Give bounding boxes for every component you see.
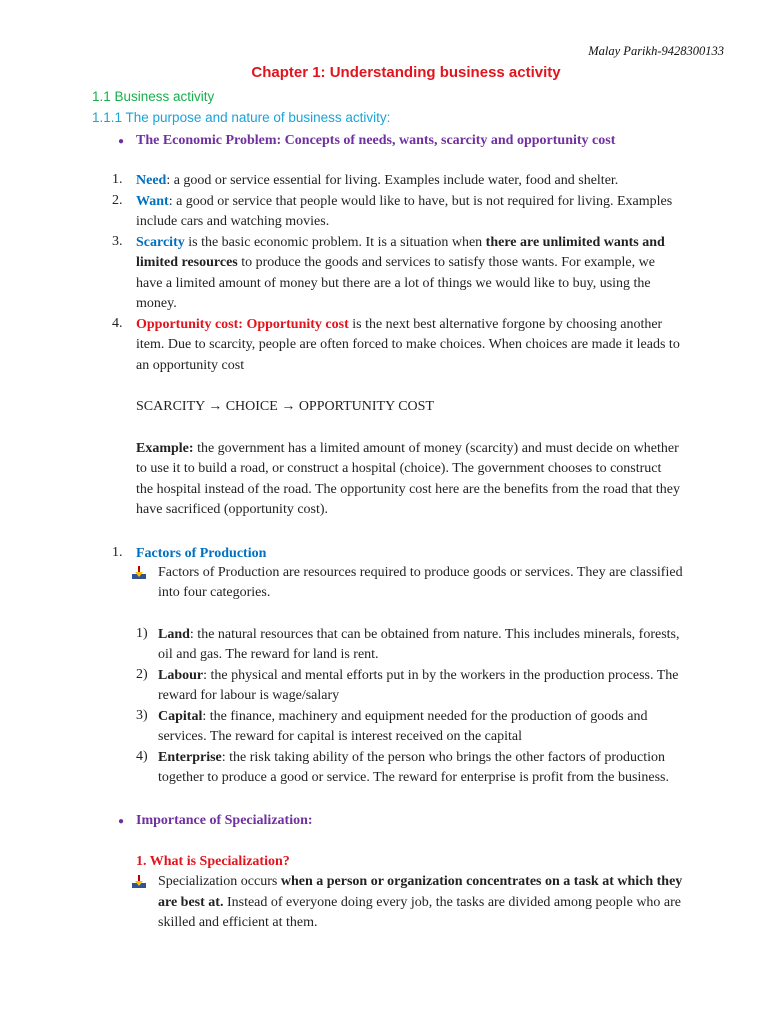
arrow-bullet-icon <box>132 875 146 889</box>
specialization-heading: Importance of Specialization: <box>136 813 313 828</box>
bullet-icon: ● <box>118 816 125 827</box>
list-number: 4. <box>112 316 123 331</box>
land-term: Land <box>158 627 190 642</box>
specialization-def-3: skilled and efficient at them. <box>158 915 318 930</box>
list-number: 2. <box>112 193 123 208</box>
list-number: 4) <box>136 749 148 764</box>
subsection-heading: 1.1.1 The purpose and nature of business activity: <box>92 110 391 125</box>
section-heading: 1.1 Business activity <box>92 89 215 104</box>
scarcity-text-2: to produce the goods and services to satisfy those wants. For example, we <box>237 255 655 270</box>
labour-item <box>158 666 728 687</box>
capital-term: Capital <box>158 709 203 724</box>
flow-line: SCARCITY → CHOICE → OPPORTUNITY COST <box>136 399 434 414</box>
list-number: 3. <box>112 234 123 249</box>
example-label: Example: <box>136 441 194 456</box>
factors-heading: Factors of Production <box>136 546 267 561</box>
econ-heading: The Economic Problem: Concepts of needs, wants, scarcity and opportunity cost <box>136 133 616 148</box>
specialization-question: 1. What is Specialization? <box>136 854 290 869</box>
opp-text-3: an opportunity cost <box>136 358 245 373</box>
enterprise-term: Enterprise <box>158 750 222 765</box>
factors-intro-2: into four categories. <box>158 585 271 600</box>
chapter-title: Chapter 1: Understanding business activity <box>251 64 561 81</box>
want-text: : a good or service that people would like to have, but is not required for living. Examples <box>168 194 673 209</box>
want-term: Want <box>136 194 169 209</box>
list-number: 3) <box>136 708 148 723</box>
spec-text-2: Instead of everyone doing every job, the tasks are divided among people who are <box>223 895 682 910</box>
scarcity-text: is the basic economic problem. It is a situation when <box>184 235 486 250</box>
want-text-cont: include cars and watching movies. <box>136 214 330 229</box>
opp-item <box>136 315 736 336</box>
scarcity-emphasis: there are unlimited wants and <box>485 235 665 250</box>
factors-intro: Factors of Production are resources required to produce goods or services. They are classified <box>158 565 683 580</box>
example-text-2: to use it to build a road, or construct a hospital (choice). The government chooses to construct <box>136 461 662 476</box>
land-text: : the natural resources that can be obtained from nature. This includes minerals, forests, <box>189 627 680 642</box>
list-number: 1) <box>136 626 148 641</box>
want-item <box>136 192 736 213</box>
need-term: Need <box>136 173 167 188</box>
list-number: 2) <box>136 667 148 682</box>
list-number: 1. <box>112 172 123 187</box>
author-header: Malay Parikh-9428300133 <box>588 44 724 58</box>
opp-text: is the next best alternative forgone by choosing another <box>348 317 663 332</box>
capital-item <box>158 707 728 728</box>
capital-text: : the finance, machinery and equipment needed for the production of goods and <box>202 709 648 724</box>
scarcity-emphasis-2: limited resources <box>136 255 238 270</box>
opp-text-2: item. Due to scarcity, people are often forced to make choices. When choices are made it leads to <box>136 337 680 352</box>
scarcity-term: Scarcity <box>136 235 185 250</box>
list-number: 1. <box>112 545 123 560</box>
bullet-icon: ● <box>118 136 125 147</box>
spec-emphasis-2: are best at. <box>158 895 224 910</box>
scarcity-line <box>136 253 736 274</box>
scarcity-item <box>136 233 736 254</box>
labour-text-2: reward for labour is wage/salary <box>158 688 340 703</box>
land-item <box>158 625 728 646</box>
example-text-4: have sacrificed (opportunity cost). <box>136 502 329 517</box>
land-text-2: oil and gas. The reward for land is rent. <box>158 647 379 662</box>
need-item <box>136 171 736 192</box>
example-line <box>136 439 736 460</box>
labour-text: : the physical and mental efforts put in by the workers in the production process. The <box>203 668 679 683</box>
scarcity-text-4: money. <box>136 296 177 311</box>
example-text-3: the hospital instead of the road. The opportunity cost here are the benefits from the road that they <box>136 482 681 497</box>
enterprise-text: : the risk taking ability of the person who brings the other factors of production <box>221 750 666 765</box>
specialization-def <box>158 872 728 893</box>
need-text: : a good or service essential for living. Examples include water, food and shelter. <box>166 173 619 188</box>
arrow-bullet-icon <box>132 566 146 580</box>
capital-text-2: services. The reward for capital is interest received on the capital <box>158 729 522 744</box>
spec-emphasis: when a person or organization concentrates on a task at which they <box>280 874 683 889</box>
opp-term: Opportunity cost: Opportunity cost <box>136 317 349 332</box>
labour-term: Labour <box>158 668 204 683</box>
spec-text: Specialization occurs <box>158 874 281 889</box>
specialization-def-2 <box>158 893 728 914</box>
enterprise-item <box>158 748 728 769</box>
enterprise-text-2: together to produce a good or service. The reward for enterprise is profit from the business. <box>158 770 669 785</box>
scarcity-text-3: have a limited amount of money but there are a lot of things we would like to buy, using the <box>136 276 651 291</box>
example-text: the government has a limited amount of money (scarcity) and must decide on whether <box>193 441 679 456</box>
